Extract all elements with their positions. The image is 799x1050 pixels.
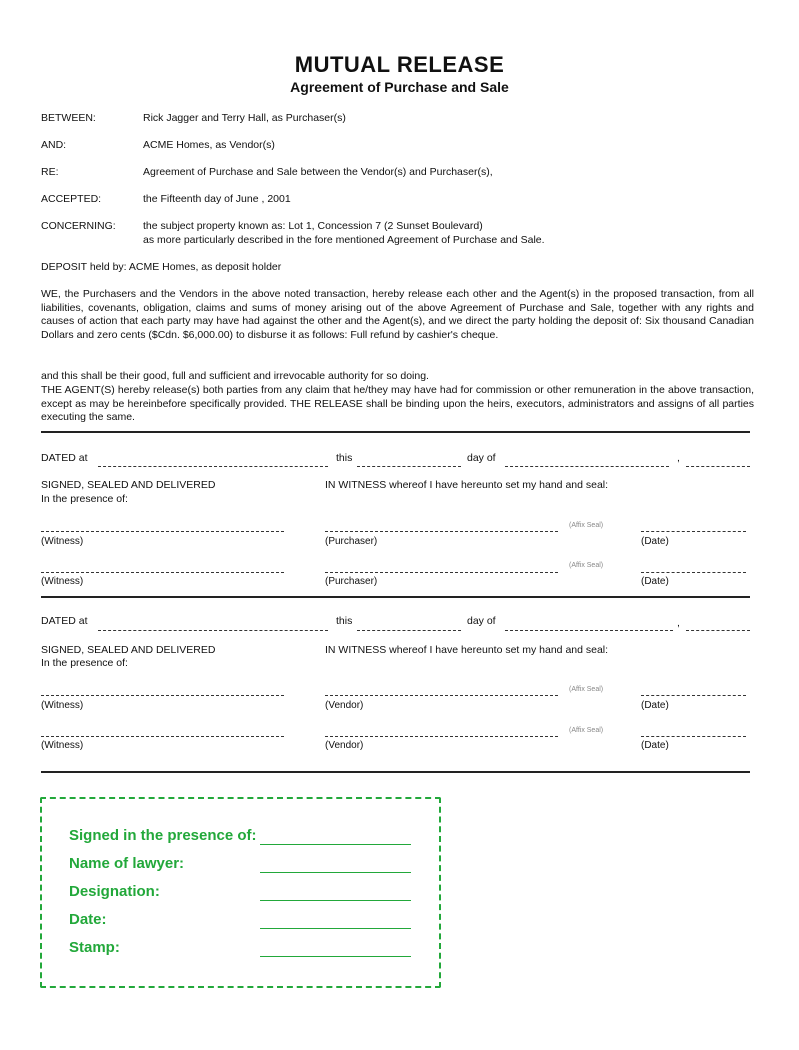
- dated-at-label: DATED at: [41, 615, 88, 627]
- purchaser-caption: (Purchaser): [325, 536, 378, 547]
- in-witness-label: IN WITNESS whereof I have hereunto set my hand and seal:: [325, 479, 609, 491]
- date-caption: (Date): [641, 576, 669, 587]
- affix-seal-label: (Affix Seal): [569, 522, 604, 529]
- deposit-line: DEPOSIT held by: ACME Homes, as deposit holder: [41, 261, 282, 273]
- witness-signature-field[interactable]: [41, 572, 284, 573]
- release-paragraph: WE, the Purchasers and the Vendors in the above noted transaction, hereby release each other and the Agent(s) in the proposed transaction, from all liabilities, covenants, obligation, claims and sums of money arising out of the above Agreement of Purchase and Sale, together with any rights and causes of action that each party may have had against the other and the Agent(s), and we direct the party holding the deposit of: Six thousand Canadian Dollars and zero cents ($Cdn. $6,000.00) to disburse it as follows: Full refund by cashier's cheque.: [41, 288, 754, 341]
- affix-seal-label: (Affix Seal): [569, 686, 604, 693]
- affix-seal-label: (Affix Seal): [569, 562, 604, 569]
- agent-release-paragraph: THE AGENT(S) hereby release(s) both parties from any claim that he/they may have had for commission or other remuneration in the above transaction, except as may be hereinbefore specifically provided. THE RELEASE shall be binding upon the heirs, executors, administrators and assigns of all parties executing the same.: [41, 384, 754, 424]
- date-caption: (Date): [641, 700, 669, 711]
- and-value: ACME Homes, as Vendor(s): [143, 139, 275, 151]
- concerning-label: CONCERNING:: [41, 220, 116, 232]
- signed-sealed-label: SIGNED, SEALED AND DELIVERED: [41, 479, 216, 491]
- year-field[interactable]: [686, 466, 750, 467]
- divider: [41, 596, 750, 598]
- designation-field[interactable]: [260, 900, 411, 901]
- date-field[interactable]: [641, 531, 746, 532]
- dated-at-field[interactable]: [98, 630, 328, 631]
- this-field[interactable]: [357, 630, 461, 631]
- dated-at-label: DATED at: [41, 452, 88, 464]
- signed-sealed-label: SIGNED, SEALED AND DELIVERED: [41, 644, 216, 656]
- witness-caption: (Witness): [41, 700, 84, 711]
- date-field[interactable]: [641, 695, 746, 696]
- witness-caption: (Witness): [41, 576, 84, 587]
- and-label: AND:: [41, 139, 67, 151]
- concerning-value-2: as more particularly described in the fore mentioned Agreement of Purchase and Sale.: [143, 234, 545, 246]
- concerning-value-1: the subject property known as: Lot 1, Concession 7 (2 Sunset Boulevard): [143, 220, 483, 232]
- day-of-field[interactable]: [505, 630, 673, 631]
- this-label: this: [336, 452, 353, 464]
- signed-presence-label: Signed in the presence of:: [69, 827, 257, 844]
- stamp-label: Stamp:: [69, 939, 120, 956]
- date-caption: (Date): [641, 536, 669, 547]
- lawyer-name-label: Name of lawyer:: [69, 855, 185, 872]
- purchaser-signature-field[interactable]: [325, 531, 558, 532]
- vendor-caption: (Vendor): [325, 700, 364, 711]
- between-label: BETWEEN:: [41, 112, 96, 124]
- stamp-field[interactable]: [260, 956, 411, 957]
- this-label: this: [336, 615, 353, 627]
- dated-at-field[interactable]: [98, 466, 328, 467]
- comma: ,: [677, 617, 680, 629]
- affix-seal-label: (Affix Seal): [569, 727, 604, 734]
- lawyer-name-field[interactable]: [260, 872, 411, 873]
- re-value: Agreement of Purchase and Sale between the Vendor(s) and Purchaser(s),: [143, 166, 493, 178]
- presence-label: In the presence of:: [41, 657, 128, 669]
- divider: [41, 431, 750, 433]
- re-label: RE:: [41, 166, 59, 178]
- day-of-field[interactable]: [505, 466, 669, 467]
- document-title: MUTUAL RELEASE: [294, 52, 505, 77]
- purchaser-caption: (Purchaser): [325, 576, 378, 587]
- witness-signature-field[interactable]: [41, 736, 284, 737]
- accepted-label: ACCEPTED:: [41, 193, 102, 205]
- presence-label: In the presence of:: [41, 493, 128, 505]
- witness-caption: (Witness): [41, 740, 84, 751]
- date-caption: (Date): [641, 740, 669, 751]
- date-field[interactable]: [641, 736, 746, 737]
- document-subtitle: Agreement of Purchase and Sale: [290, 79, 509, 95]
- date-field[interactable]: [641, 572, 746, 573]
- lawyer-date-label: Date:: [69, 911, 107, 928]
- designation-label: Designation:: [69, 883, 160, 900]
- signed-presence-field[interactable]: [260, 844, 411, 845]
- accepted-value: the Fifteenth day of June , 2001: [143, 193, 291, 205]
- year-field[interactable]: [686, 630, 750, 631]
- vendor-signature-field[interactable]: [325, 736, 558, 737]
- day-of-label: day of: [467, 615, 496, 627]
- witness-signature-field[interactable]: [41, 695, 284, 696]
- authority-paragraph: and this shall be their good, full and sufficient and irrevocable authority for so doing.: [41, 370, 429, 382]
- witness-caption: (Witness): [41, 536, 84, 547]
- purchaser-signature-field[interactable]: [325, 572, 558, 573]
- witness-signature-field[interactable]: [41, 531, 284, 532]
- between-value: Rick Jagger and Terry Hall, as Purchaser(s): [143, 112, 346, 124]
- comma: ,: [677, 452, 680, 464]
- day-of-label: day of: [467, 452, 496, 464]
- lawyer-date-field[interactable]: [260, 928, 411, 929]
- in-witness-label: IN WITNESS whereof I have hereunto set my hand and seal:: [325, 644, 609, 656]
- vendor-signature-field[interactable]: [325, 695, 558, 696]
- divider: [41, 771, 750, 773]
- vendor-caption: (Vendor): [325, 740, 364, 751]
- this-field[interactable]: [357, 466, 461, 467]
